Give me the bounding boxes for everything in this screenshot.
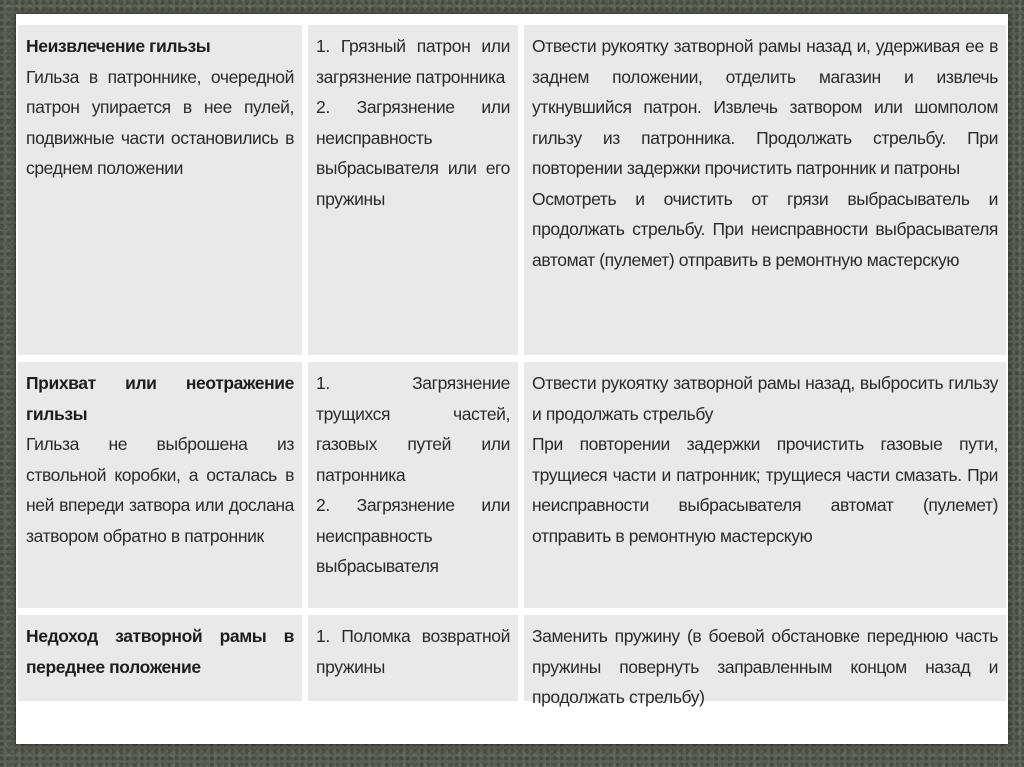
table-row (18, 362, 1006, 615)
malfunction-cell (18, 25, 302, 355)
malfunction-table (18, 25, 1006, 708)
cause-item: 2. Загрязнение или неисправность выбрасывателя (316, 495, 510, 576)
cause-item: 1. Загрязнение трущихся частей, газовых путей или патронника (316, 373, 510, 485)
cause-item: 1. Грязный патрон или загрязнение патронника (316, 36, 510, 87)
remedy-cell (524, 25, 1006, 355)
cause-item: 2. Загрязнение или неисправность выбрасывателя или его пружины (316, 97, 510, 209)
remedy-item: Отвести рукоятку затворной рамы назад и, удерживая ее в заднем положении, отделить магазин и извлечь уткнувшийся патрон. Извлечь затвором или шомполом гильзу из патронника. Продолжать стрельбу. При повторении задержки прочистить патронник и патроны (532, 36, 998, 178)
table-row (18, 615, 1006, 708)
cause-cell (308, 615, 518, 701)
cause-cell (308, 362, 518, 608)
table-row (18, 25, 1006, 362)
malfunction-cell (18, 615, 302, 701)
malfunction-description: Гильза не выброшена из ствольной коробки, а осталась в ней впереди затвора или дослана затвором обратно в патронник (26, 434, 294, 546)
remedy-item: При повторении задержки прочистить газовые пути, трущиеся части и патронник; трущиеся части смазать. При неисправности выбрасывателя автомат (пулемет) отправить в ремонтную мастерскую (532, 434, 998, 546)
malfunction-description: Гильза в патроннике, очередной патрон упирается в нее пулей, подвижные части остановились в среднем положении (26, 66, 294, 178)
malfunction-title: Прихват или неотражение гильзы (26, 373, 294, 424)
malfunction-cell (18, 362, 302, 608)
remedy-item: Отвести рукоятку затворной рамы назад, выбросить гильзу и продолжать стрельбу (532, 373, 998, 424)
cause-item: 1. Поломка возвратной пружины (316, 626, 510, 677)
slide (16, 14, 1008, 744)
cause-cell (308, 25, 518, 355)
remedy-item: Осмотреть и очистить от грязи выбрасыватель и продолжать стрельбу. При неисправности выбрасывателя автомат (пулемет) отправить в ремонтную мастерскую (532, 188, 998, 270)
remedy-cell (524, 615, 1006, 707)
remedy-cell (524, 362, 1006, 608)
malfunction-title: Неизвлечение гильзы (26, 36, 211, 56)
remedy-item: Заменить пружину (в боевой обстановке переднюю часть пружины повернуть заправленным концом назад и продолжать стрельбу) (532, 626, 998, 707)
malfunction-title: Недоход затворной рамы в переднее положение (26, 626, 294, 677)
